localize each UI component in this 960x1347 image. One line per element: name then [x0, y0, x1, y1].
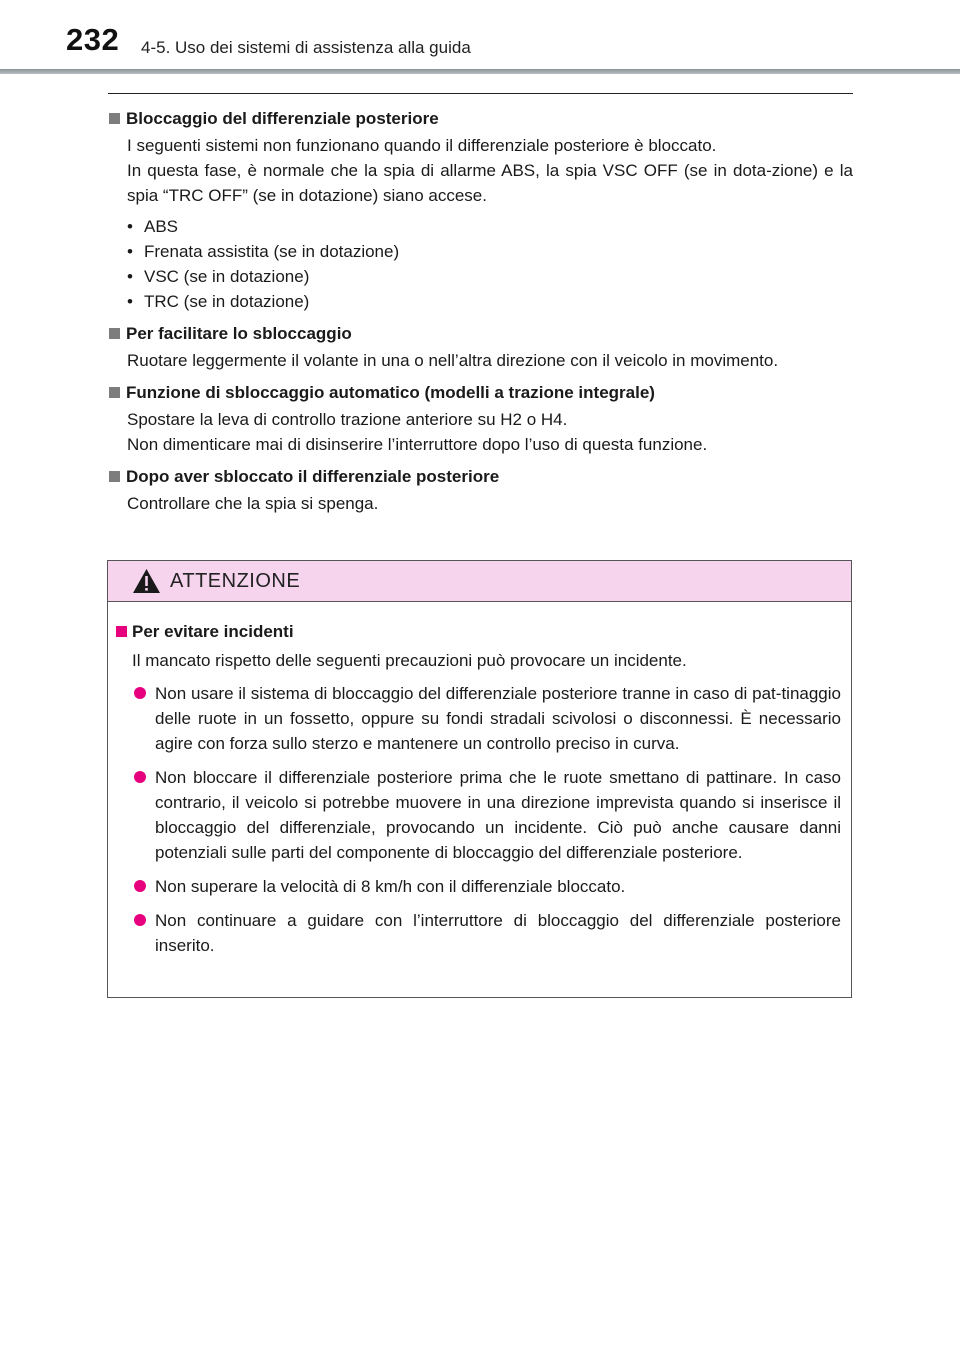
circle-bullet-icon — [134, 880, 146, 892]
square-bullet-icon — [109, 113, 120, 124]
warning-item: Non bloccare il differenziale posteriore prima che le ruote smettano di pattinare. In caso contrario, il veicolo si potrebbe muovere in una direzione imprevista quando si inserisce il bloccaggio del differenziale, provocando un incidente. Ciò può anche causare danni potenziali sulle parti del componente di bloccaggio del differenziale posteriore. — [115, 765, 841, 865]
page-number: 232 — [66, 22, 120, 57]
paragraph: Ruotare leggermente il volante in una o nell’altra direzione con il veicolo in movimento. — [127, 351, 779, 370]
square-bullet-icon — [116, 626, 127, 637]
circle-bullet-icon — [134, 771, 146, 783]
circle-bullet-icon — [134, 914, 146, 926]
square-bullet-icon — [109, 328, 120, 339]
systems-list — [127, 214, 853, 314]
warning-intro: Il mancato rispetto delle seguenti precauzioni può provocare un incidente. — [132, 651, 687, 670]
warning-header — [108, 561, 851, 602]
header-divider — [0, 69, 960, 74]
warning-title: ATTENZIONE — [170, 570, 301, 592]
list-item: • TRC (se in dotazione) — [127, 292, 310, 311]
warning-item: Non continuare a guidare con l’interruttore di bloccaggio del differenziale posteriore inserito. — [115, 908, 841, 958]
square-bullet-icon — [109, 471, 120, 482]
warning-box — [107, 560, 852, 998]
page-header — [0, 0, 960, 76]
section-unlock-tip — [108, 322, 853, 373]
section-title: Per facilitare lo sbloccaggio — [108, 322, 853, 346]
paragraph: Controllare che la spia si spenga. — [127, 494, 379, 513]
section-after-unlock — [108, 465, 853, 516]
paragraph: I seguenti sistemi non funzionano quando il differenziale posteriore è bloccato. — [127, 136, 717, 155]
section-title: Funzione di sbloccaggio automatico (modelli a trazione integrale) — [108, 381, 853, 405]
warning-section-title: Per evitare incidenti — [115, 620, 841, 644]
chapter-title: 4-5. Uso dei sistemi di assistenza alla guida — [141, 38, 471, 57]
list-item: • Frenata assistita (se in dotazione) — [127, 242, 400, 261]
list-item: • ABS — [127, 217, 179, 236]
section-auto-unlock — [108, 381, 853, 457]
warning-list — [115, 681, 841, 958]
square-bullet-icon — [109, 387, 120, 398]
paragraph: Spostare la leva di controllo trazione anteriore su H2 o H4. — [127, 410, 568, 429]
paragraph: In questa fase, è normale che la spia di allarme ABS, la spia VSC OFF (se in dota-zione) e la spia “TRC OFF” (se in dotazione) siano accese. — [127, 161, 853, 205]
circle-bullet-icon — [134, 687, 146, 699]
paragraph: Non dimenticare mai di disinserire l’interruttore dopo l’uso di questa funzione. — [127, 435, 708, 454]
section-title: Bloccaggio del differenziale posteriore — [108, 107, 853, 131]
section-title: Dopo aver sbloccato il differenziale posteriore — [108, 465, 853, 489]
warning-triangle-icon — [132, 568, 161, 594]
section-rear-diff-lock — [108, 107, 853, 314]
warning-item: Non usare il sistema di bloccaggio del differenziale posteriore tranne in caso di pat-tinaggio delle ruote in un fossetto, oppure su fondi stradali scivolosi o disconnessi. È necessario agire con forza sullo sterzo e mantenere un controllo preciso in curva. — [115, 681, 841, 756]
content-divider — [108, 93, 853, 94]
warning-item: Non superare la velocità di 8 km/h con il differenziale bloccato. — [115, 874, 841, 899]
list-item: • VSC (se in dotazione) — [127, 267, 310, 286]
main-content — [108, 107, 853, 524]
